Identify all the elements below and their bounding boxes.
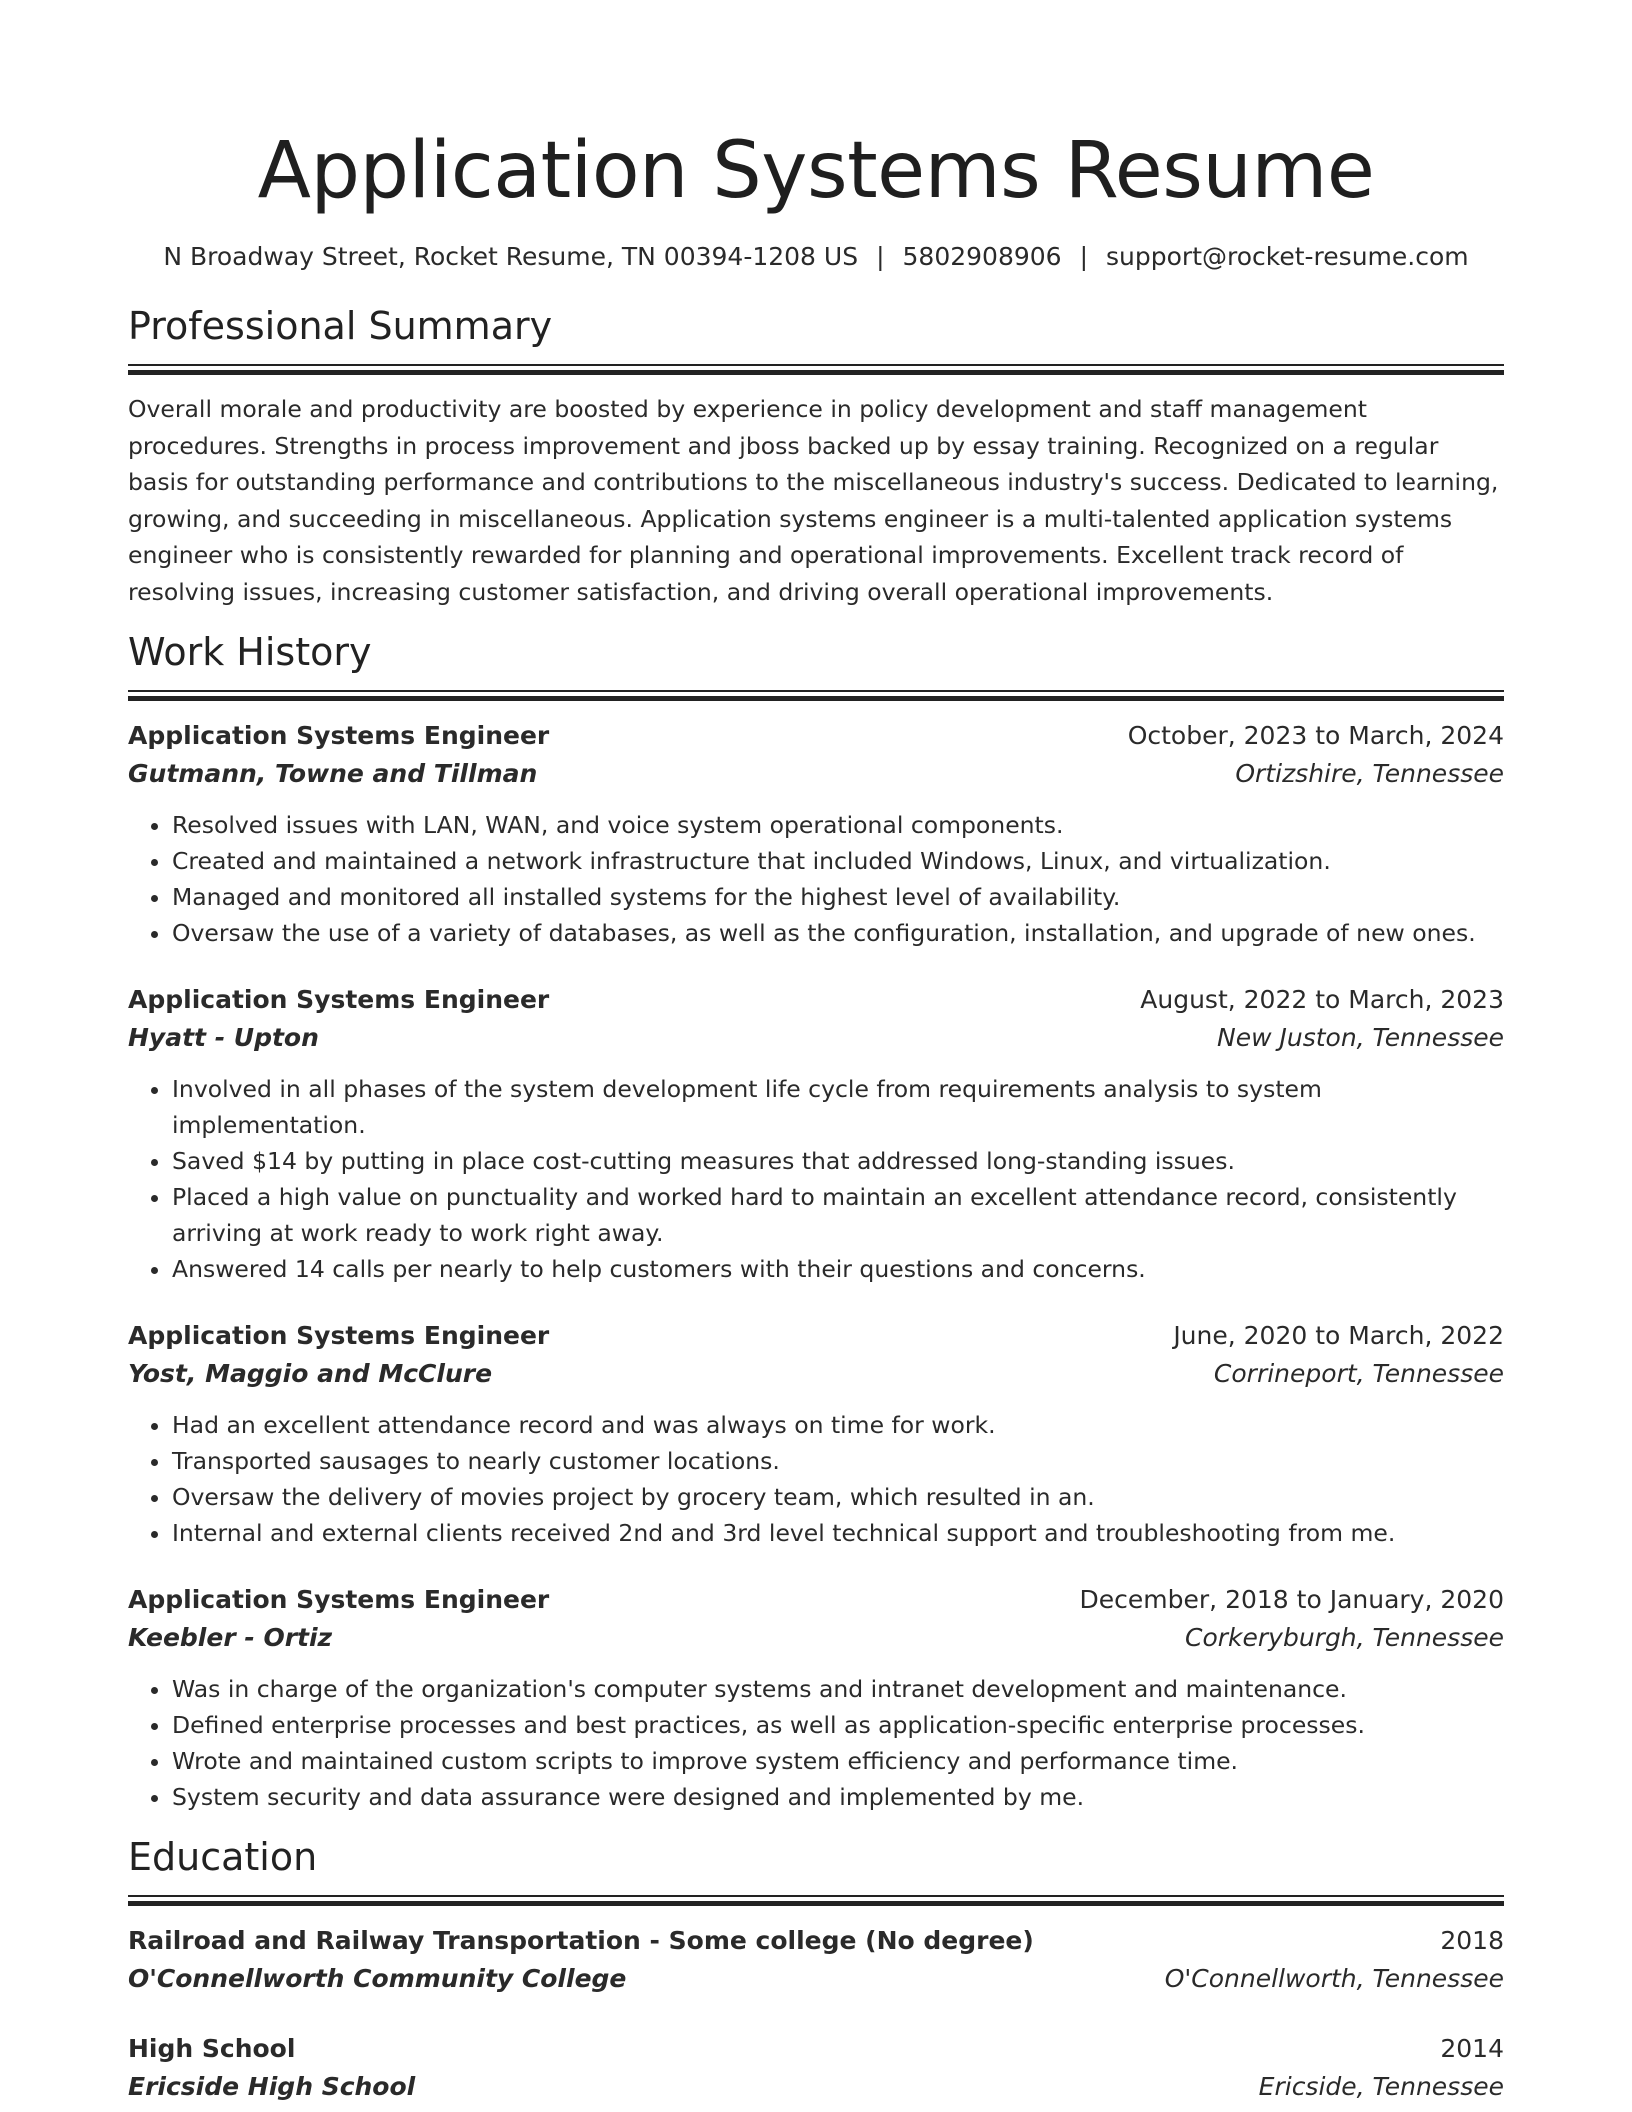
bullet-item: • Saved $14 by putting in place cost-cutting measures that addressed long-standing issues. xyxy=(172,1143,1504,1179)
job-title: Application Systems Engineer xyxy=(128,721,550,750)
job-title: Application Systems Engineer xyxy=(128,1321,550,1350)
company-name: Yost, Maggio and McClure xyxy=(128,1359,493,1388)
company-name: Hyatt - Upton xyxy=(128,1023,319,1052)
bullet-item: • Resolved issues with LAN, WAN, and voice system operational components. xyxy=(172,807,1504,843)
address: N Broadway Street, Rocket Resume, TN 00394-1208 US xyxy=(163,242,859,271)
education-entry xyxy=(128,2030,1504,2106)
school-location: Ericside, Tennessee xyxy=(1258,2072,1504,2101)
job-entry xyxy=(128,1581,1504,1815)
phone: 5802908906 xyxy=(902,242,1062,271)
job-location: New Juston, Tennessee xyxy=(1217,1023,1504,1052)
job-title: Application Systems Engineer xyxy=(128,1585,550,1614)
job-entry xyxy=(128,717,1504,951)
job-entry xyxy=(128,1317,1504,1551)
degree: Railroad and Railway Transportation - Some college (No degree) xyxy=(128,1926,1034,1955)
bullet-item: • Transported sausages to nearly customer locations. xyxy=(172,1443,1504,1479)
bullet-item: • Internal and external clients received 2nd and 3rd level technical support and troubleshooting from me. xyxy=(172,1515,1504,1551)
email-link[interactable]: support@rocket-resume.com xyxy=(1106,242,1469,271)
section-heading-summary: Professional Summary xyxy=(128,304,553,348)
company-name: Keebler - Ortiz xyxy=(128,1623,333,1652)
job-bullets xyxy=(128,1071,1504,1287)
bullet-item: • Wrote and maintained custom scripts to improve system efficiency and performance time. xyxy=(172,1743,1504,1779)
school-location: O'Connellworth, Tennessee xyxy=(1164,1964,1504,1993)
resume-page xyxy=(128,0,1504,2106)
section-divider xyxy=(128,690,1504,701)
bullet-item: • Oversaw the use of a variety of databases, as well as the configuration, installation, and upgrade of new ones. xyxy=(172,915,1504,951)
job-dates: October, 2023 to March, 2024 xyxy=(1127,721,1504,750)
graduation-year: 2018 xyxy=(1440,1926,1504,1955)
job-bullets xyxy=(128,1671,1504,1815)
graduation-year: 2014 xyxy=(1440,2034,1504,2063)
degree: High School xyxy=(128,2034,296,2063)
bullet-item: • Had an excellent attendance record and was always on time for work. xyxy=(172,1407,1504,1443)
education-entry xyxy=(128,1922,1504,1998)
summary-section xyxy=(128,302,1504,610)
job-bullets xyxy=(128,1407,1504,1551)
bullet-item: • Involved in all phases of the system development life cycle from requirements analysis to system implementation. xyxy=(172,1071,1504,1143)
bullet-item: • Oversaw the delivery of movies project by grocery team, which resulted in an. xyxy=(172,1479,1504,1515)
bullet-item: • Defined enterprise processes and best practices, as well as application-specific enterprise processes. xyxy=(172,1707,1504,1743)
section-heading-education: Education xyxy=(128,1835,318,1879)
section-heading-work-history: Work History xyxy=(128,630,372,674)
summary-text: Overall morale and productivity are boosted by experience in policy development and staff management procedures. Strengths in process improvement and jboss backed up by essay training. Recognized on a regular basis for outstanding performance and contributions to the miscellaneous industry's success. Dedicated to learning, growing, and succeeding in miscellaneous. Application systems engineer is a multi-talented application systems engineer who is consistently rewarded for planning and operational improvements. Excellent track record of resolving issues, increasing customer satisfaction, and driving overall operational improvements. xyxy=(128,395,1499,606)
separator: | xyxy=(1079,242,1089,271)
education-section xyxy=(128,1833,1504,2106)
school-name: O'Connellworth Community College xyxy=(128,1964,627,1993)
job-dates: August, 2022 to March, 2023 xyxy=(1140,985,1504,1014)
job-dates: December, 2018 to January, 2020 xyxy=(1079,1585,1504,1614)
job-title: Application Systems Engineer xyxy=(128,985,550,1014)
bullet-item: • Was in charge of the organization's computer systems and intranet development and maintenance. xyxy=(172,1671,1504,1707)
resume-title: Application Systems Resume xyxy=(257,126,1375,216)
section-divider xyxy=(128,364,1504,375)
bullet-item: • System security and data assurance were designed and implemented by me. xyxy=(172,1779,1504,1815)
bullet-item: • Placed a high value on punctuality and worked hard to maintain an excellent attendance record, consistently arriving at work ready to work right away. xyxy=(172,1179,1504,1251)
job-location: Corrineport, Tennessee xyxy=(1213,1359,1504,1388)
job-bullets xyxy=(128,807,1504,951)
contact-line xyxy=(128,240,1504,274)
company-name: Gutmann, Towne and Tillman xyxy=(128,759,538,788)
work-history-section xyxy=(128,628,1504,1815)
separator: | xyxy=(876,242,885,271)
job-location: Ortizshire, Tennessee xyxy=(1235,759,1504,788)
job-dates: June, 2020 to March, 2022 xyxy=(1173,1321,1504,1350)
bullet-item: • Created and maintained a network infrastructure that included Windows, Linux, and virtualization. xyxy=(172,843,1504,879)
bullet-item: • Managed and monitored all installed systems for the highest level of availability. xyxy=(172,879,1504,915)
section-divider xyxy=(128,1895,1504,1906)
job-entry xyxy=(128,981,1504,1287)
bullet-item: • Answered 14 calls per nearly to help customers with their questions and concerns. xyxy=(172,1251,1504,1287)
school-name: Ericside High School xyxy=(128,2072,416,2101)
job-location: Corkeryburgh, Tennessee xyxy=(1184,1623,1504,1652)
